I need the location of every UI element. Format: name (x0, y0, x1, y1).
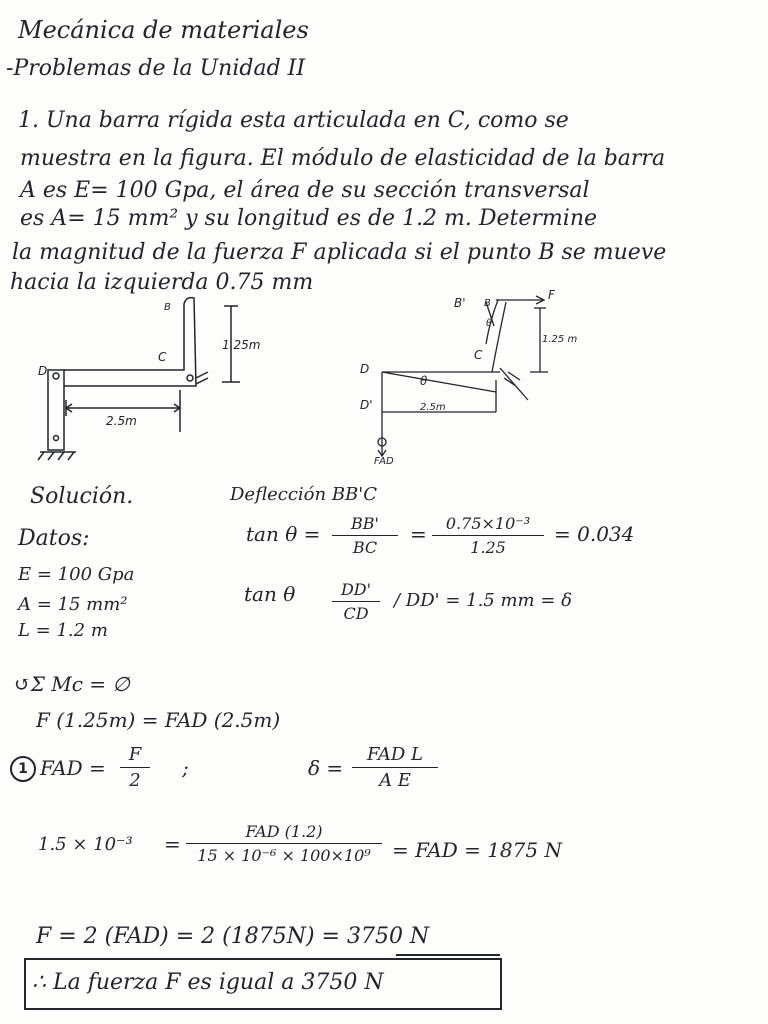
circled-number: 1 (10, 756, 36, 782)
subst-equals: = (164, 832, 181, 856)
subst-numerator: FAD (1.2) (245, 822, 323, 841)
delta-numerator: FAD L (366, 744, 424, 765)
problem-line: hacia la izquierda 0.75 mm (10, 270, 314, 295)
fad-denominator: 2 (129, 770, 141, 791)
problem-line: A es E= 100 Gpa, el área de su sección transversal (20, 178, 590, 203)
tan2-rest: / DD' = 1.5 mm = δ (394, 590, 572, 611)
fad-lhs: FAD = (40, 756, 106, 780)
left-figure-drawing (38, 298, 240, 460)
problem-line: es A= 15 mm² y su longitud es de 1.2 m. Determine (20, 206, 598, 231)
unit-subtitle: -Problemas de la Unidad II (6, 56, 306, 81)
label-F: F (548, 288, 555, 302)
semicolon: ; (182, 756, 189, 780)
delta-denominator: A E (379, 770, 411, 791)
tan1-denominator: BC (352, 538, 378, 557)
solution-heading: Solución. (30, 484, 134, 509)
fraction-bar (332, 535, 398, 536)
right-figure-drawing (378, 296, 548, 456)
fraction-bar (432, 535, 544, 536)
deflection-label: Deflección BB'C (230, 484, 377, 505)
delta-fraction (352, 744, 438, 791)
problem-line: muestra en la figura. El módulo de elasticidad de la barra (20, 146, 666, 171)
final-equation: F = 2 (FAD) = 2 (1875N) = 3750 N (36, 924, 430, 949)
data-L: L = 1.2 m (18, 620, 108, 641)
label-D-prime: D' (360, 398, 373, 412)
fraction-bar (332, 601, 380, 602)
final-underline (396, 954, 500, 956)
tan1-numerator-2: 0.75×10⁻³ (445, 514, 531, 533)
label-height: 1.25 m (542, 334, 578, 345)
fraction-bar (186, 843, 382, 844)
fad-numerator: F (128, 744, 142, 765)
delta-lhs: δ = (308, 756, 344, 780)
tan1-lhs: tan θ = (246, 522, 321, 546)
tan1-result: = 0.034 (554, 522, 635, 546)
fraction-bar (120, 767, 150, 768)
problem-line: la magnitud de la fuerza F aplicada si el punto B se mueve (12, 240, 667, 265)
tan1-equals: = (410, 522, 427, 546)
data-E: E = 100 Gpa (18, 564, 135, 585)
label-theta-mid: θ (420, 374, 428, 388)
subst-denominator: 15 × 10⁻⁶ × 100×10⁹ (197, 846, 371, 865)
moment-equation: F (1.25m) = FAD (2.5m) (36, 708, 281, 732)
label-width: 2.5m (420, 402, 446, 413)
tan1-numerator: BB' (351, 514, 379, 533)
label-C: C (474, 348, 483, 362)
tan1-denominator-2: 1.25 (470, 538, 506, 557)
moment-sum: ↺Σ Mc = ∅ (14, 672, 130, 696)
tan2-denominator: CD (343, 604, 369, 623)
tan1-fraction (332, 514, 398, 557)
label-D: D (38, 364, 48, 378)
subst-lhs: 1.5 × 10⁻³ (38, 834, 133, 855)
tan2-lhs: tan θ (244, 582, 296, 606)
problem-line: 1. Una barra rígida esta articulada en C, como se (18, 108, 569, 133)
fraction-bar (352, 767, 438, 768)
label-C: C (158, 350, 167, 364)
tan2-fraction (332, 580, 380, 623)
conclusion-text: ∴ La fuerza F es igual a 3750 N (32, 970, 384, 995)
label-B: B (164, 302, 171, 313)
label-B-prime: B' (454, 296, 466, 310)
label-height: 1.25m (222, 338, 261, 352)
subst-result: = FAD = 1875 N (392, 838, 562, 862)
tan2-numerator: DD' (340, 580, 372, 599)
subst-fraction (186, 822, 382, 865)
label-D: D (360, 362, 370, 376)
label-theta-top: θ (486, 318, 493, 329)
course-title: Mecánica de materiales (18, 16, 309, 44)
label-width: 2.5m (106, 414, 137, 428)
fad-fraction (120, 744, 150, 791)
label-FAD: FAD (374, 456, 394, 467)
tan1-fraction-2 (432, 514, 544, 557)
label-B: B (484, 298, 491, 309)
data-heading: Datos: (18, 526, 90, 551)
data-A: A = 15 mm² (18, 594, 128, 615)
